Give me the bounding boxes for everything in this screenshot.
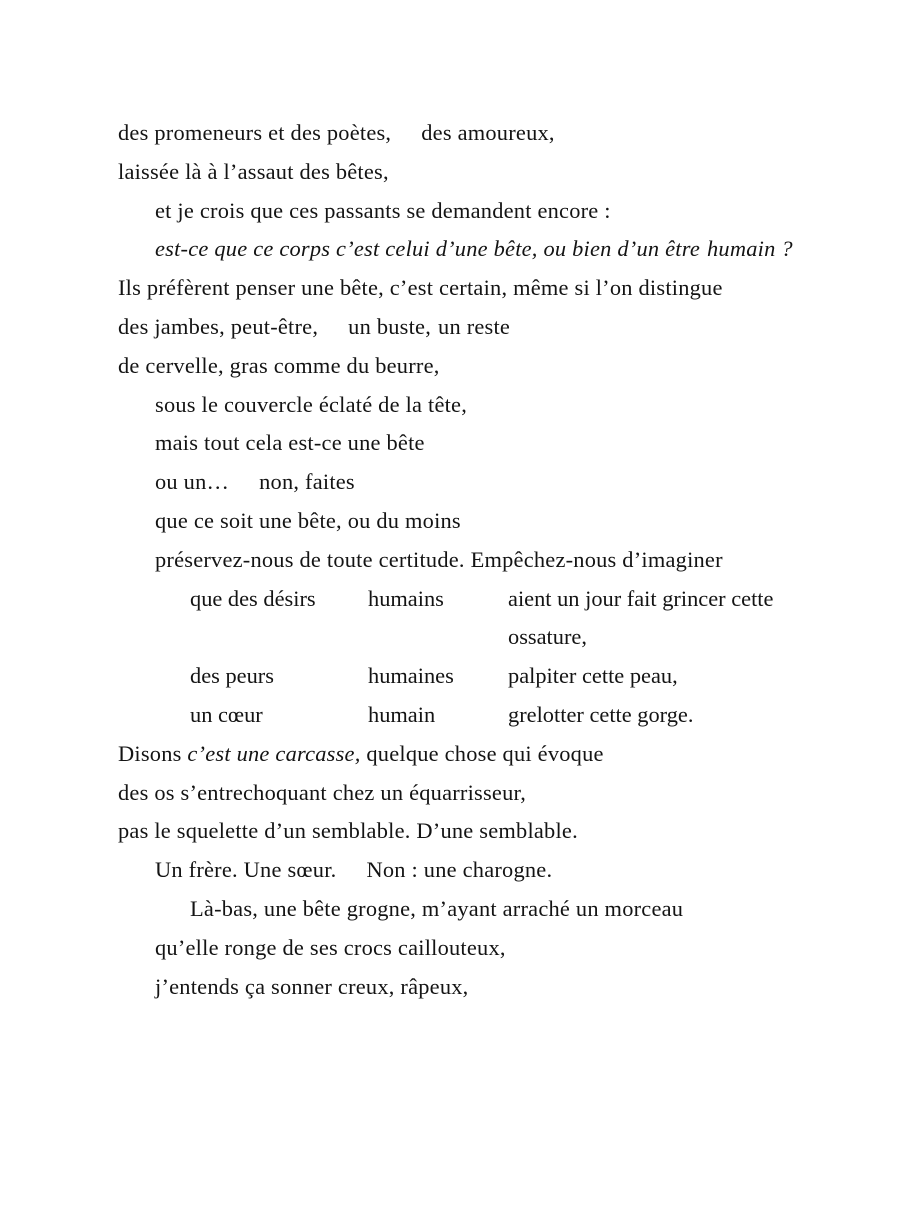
poem-line — [0, 735, 900, 774]
poem-line — [0, 463, 900, 502]
verse-text: des promeneurs et des poètes, — [118, 120, 392, 145]
verse-text: Un frère. Une sœur. — [155, 857, 337, 883]
poem-line — [0, 929, 900, 968]
poem-column-row — [0, 618, 900, 657]
verse-text: des jambes, peut-être, — [118, 313, 319, 339]
poem-line — [0, 114, 900, 153]
poem-column-block — [0, 580, 900, 735]
verse-text-italic: est-ce que ce corps c’est celui d’une bête, ou bien d’un être — [155, 236, 701, 262]
verse-text: qu’elle ronge de ses crocs caillouteux, — [155, 934, 506, 960]
poem-column-cell-3: grelotter cette gorge. — [508, 701, 694, 727]
verse-text-italic: humain ? — [707, 236, 793, 262]
poem-column-cell-2: humains — [368, 585, 444, 611]
poem-column-row — [0, 696, 900, 735]
verse-text: des os s’entrechoquant chez un équarrisseur, — [118, 779, 527, 805]
poem-column-cell-2: humain — [368, 701, 436, 727]
verse-text: j’entends ça sonner creux, râpeux, — [155, 973, 469, 999]
verse-text: que ce soit une bête, ou du moins — [155, 507, 461, 533]
verse-text-italic: c’est une carcasse, — [187, 740, 361, 766]
poem-line — [0, 541, 900, 580]
verse-text: sous le couvercle éclaté de la tête, — [155, 391, 468, 417]
poem-line — [0, 424, 900, 463]
poem-column-cell-3: palpiter cette peau, — [508, 663, 678, 689]
poem-line — [0, 386, 900, 425]
poem-column-row — [0, 580, 900, 619]
verse-text: Disons — [118, 740, 188, 766]
poem-column-cell-2: humaines — [368, 663, 454, 689]
verse-text: Non : une charogne. — [366, 857, 553, 883]
verse-text: mais tout cela est-ce une bête — [155, 430, 425, 456]
verse-text: ou un… — [155, 469, 230, 495]
poem-column-cell-1: un cœur — [190, 701, 263, 727]
poem-column-cell-3: aient un jour fait grincer cette — [508, 585, 774, 611]
verse-text: préservez-nous de toute certitude. Empêchez-nous d’imaginer — [155, 546, 723, 572]
poem-column-cell-1: des peurs — [190, 663, 274, 689]
verse-text: Là-bas, une bête grogne, m’ayant arraché un morceau — [190, 895, 684, 921]
poem-line — [0, 502, 900, 541]
verse-text: de cervelle, gras comme du beurre, — [118, 352, 440, 378]
poem-line — [0, 968, 900, 1007]
verse-text: quelque chose qui évoque — [360, 740, 604, 766]
verse-text: et je crois que ces passants se demandent encore : — [155, 197, 611, 223]
poem-line — [0, 347, 900, 386]
verse-text: des amoureux, — [421, 120, 555, 145]
poem-stanza-upper — [0, 114, 900, 580]
poem-line — [0, 153, 900, 192]
poem-stanza-lower — [0, 735, 900, 1007]
poem-line — [0, 851, 900, 890]
poem-column-cell-3: ossature, — [508, 624, 587, 650]
poem-line — [0, 192, 900, 231]
poem-line — [0, 890, 900, 929]
poem-line — [0, 230, 900, 269]
poem-column-row — [0, 657, 900, 696]
poem-line — [0, 308, 900, 347]
verse-text: non, faites — [259, 469, 355, 495]
poem-column-cell-1: que des désirs — [190, 585, 316, 611]
verse-text: un reste — [438, 313, 511, 339]
poem-line — [0, 812, 900, 851]
verse-text: laissée là à l’assaut des bêtes, — [118, 158, 389, 184]
verse-text: un buste, — [348, 313, 432, 339]
poem-line — [0, 774, 900, 813]
poem-body — [0, 114, 900, 1006]
verse-text: Ils préfèrent penser une bête, c’est certain, même si l’on distingue — [118, 275, 723, 301]
poem-line — [0, 269, 900, 308]
verse-text: pas le squelette d’un semblable. D’une semblable. — [118, 818, 578, 844]
